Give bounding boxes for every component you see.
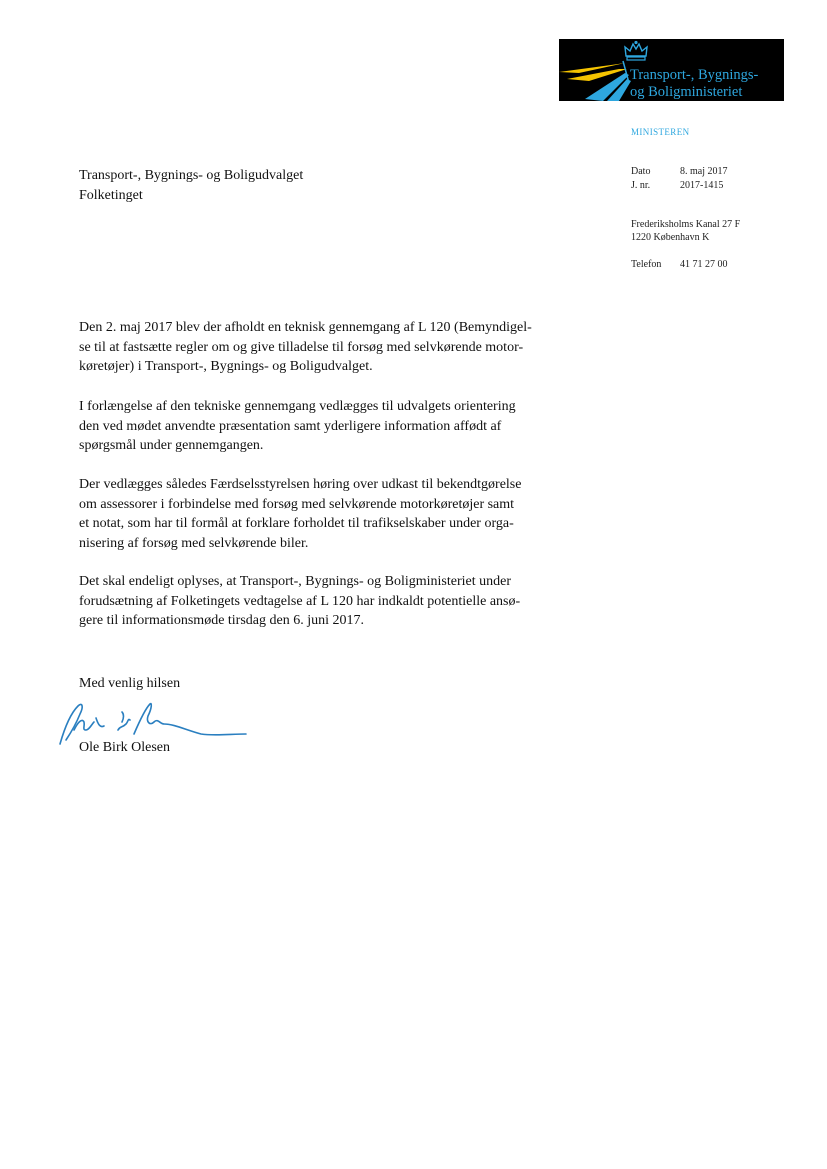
paragraph-line: et notat, som har til formål at forklare forholdet til trafikselskaber under orga- (79, 516, 514, 531)
address-line2: 1220 København K (631, 232, 710, 243)
journal-row (631, 179, 781, 192)
logo-text-line2: og Boligministeriet (630, 84, 743, 100)
journal-value: 2017-1415 (680, 180, 724, 191)
paragraph-line: nisering af forsøg med selvkørende biler. (79, 535, 309, 551)
paragraph-line: Det skal endeligt oplyses, at Transport-, Bygnings- og Boligministeriet under (79, 574, 512, 589)
date-row (631, 165, 781, 178)
paragraph-line: I forlængelse af den tekniske gennemgang vedlægges til udvalgets orientering (79, 399, 516, 414)
phone-value: 41 71 27 00 (680, 259, 728, 270)
recipient-line1: Transport-, Bygnings- og Boligudvalget (79, 168, 304, 183)
phone-row (631, 258, 781, 271)
paragraph-2 (79, 397, 599, 456)
paragraph-1 (79, 318, 599, 377)
phone-label: Telefon (631, 259, 662, 270)
paragraph-4 (79, 572, 599, 631)
paragraph-line: om assessorer i forbindelse med forsøg med selvkørende motorkøretøjer samt (79, 496, 515, 512)
signer-name: Ole Birk Olesen (79, 740, 170, 755)
recipient-line2: Folketinget (79, 188, 143, 203)
address-line1: Frederiksholms Kanal 27 F (631, 219, 741, 230)
paragraph-line: forudsætning af Folketingets vedtagelse af L 120 har indkaldt potentielle ansø- (79, 593, 521, 609)
paragraph-line: køretøjer) i Transport-, Bygnings- og Boligudvalget. (79, 359, 373, 374)
paragraph-line: gere til informationsmøde tirsdag den 6. juni 2017. (79, 613, 365, 628)
recipient-block (79, 166, 303, 206)
paragraph-line: Den 2. maj 2017 blev der afholdt en teknisk gennemgang af L 120 (Bemyndigel- (79, 320, 532, 335)
date-label: Dato (631, 166, 651, 177)
journal-label: J. nr. (631, 180, 651, 191)
ministry-logo (559, 39, 784, 101)
closing-text: Med venlig hilsen (79, 676, 181, 691)
crown-icon (623, 40, 649, 62)
paragraph-line: spørgsmål under gennemgangen. (79, 438, 264, 453)
date-value: 8. maj 2017 (680, 166, 728, 177)
paragraph-line: se til at fastsætte regler om og give tilladelse til forsøg med selvkørende motor- (79, 339, 524, 355)
paragraph-line: den ved mødet anvendte præsentation samt yderligere information affødt af (79, 418, 502, 434)
logo-text-line1: Transport-, Bygnings- (630, 67, 759, 83)
sender-label: MINISTEREN (631, 127, 690, 137)
paragraph-3 (79, 475, 599, 553)
paragraph-line: Der vedlægges således Færdselsstyrelsen høring over udkast til bekendtgørelse (79, 477, 522, 492)
